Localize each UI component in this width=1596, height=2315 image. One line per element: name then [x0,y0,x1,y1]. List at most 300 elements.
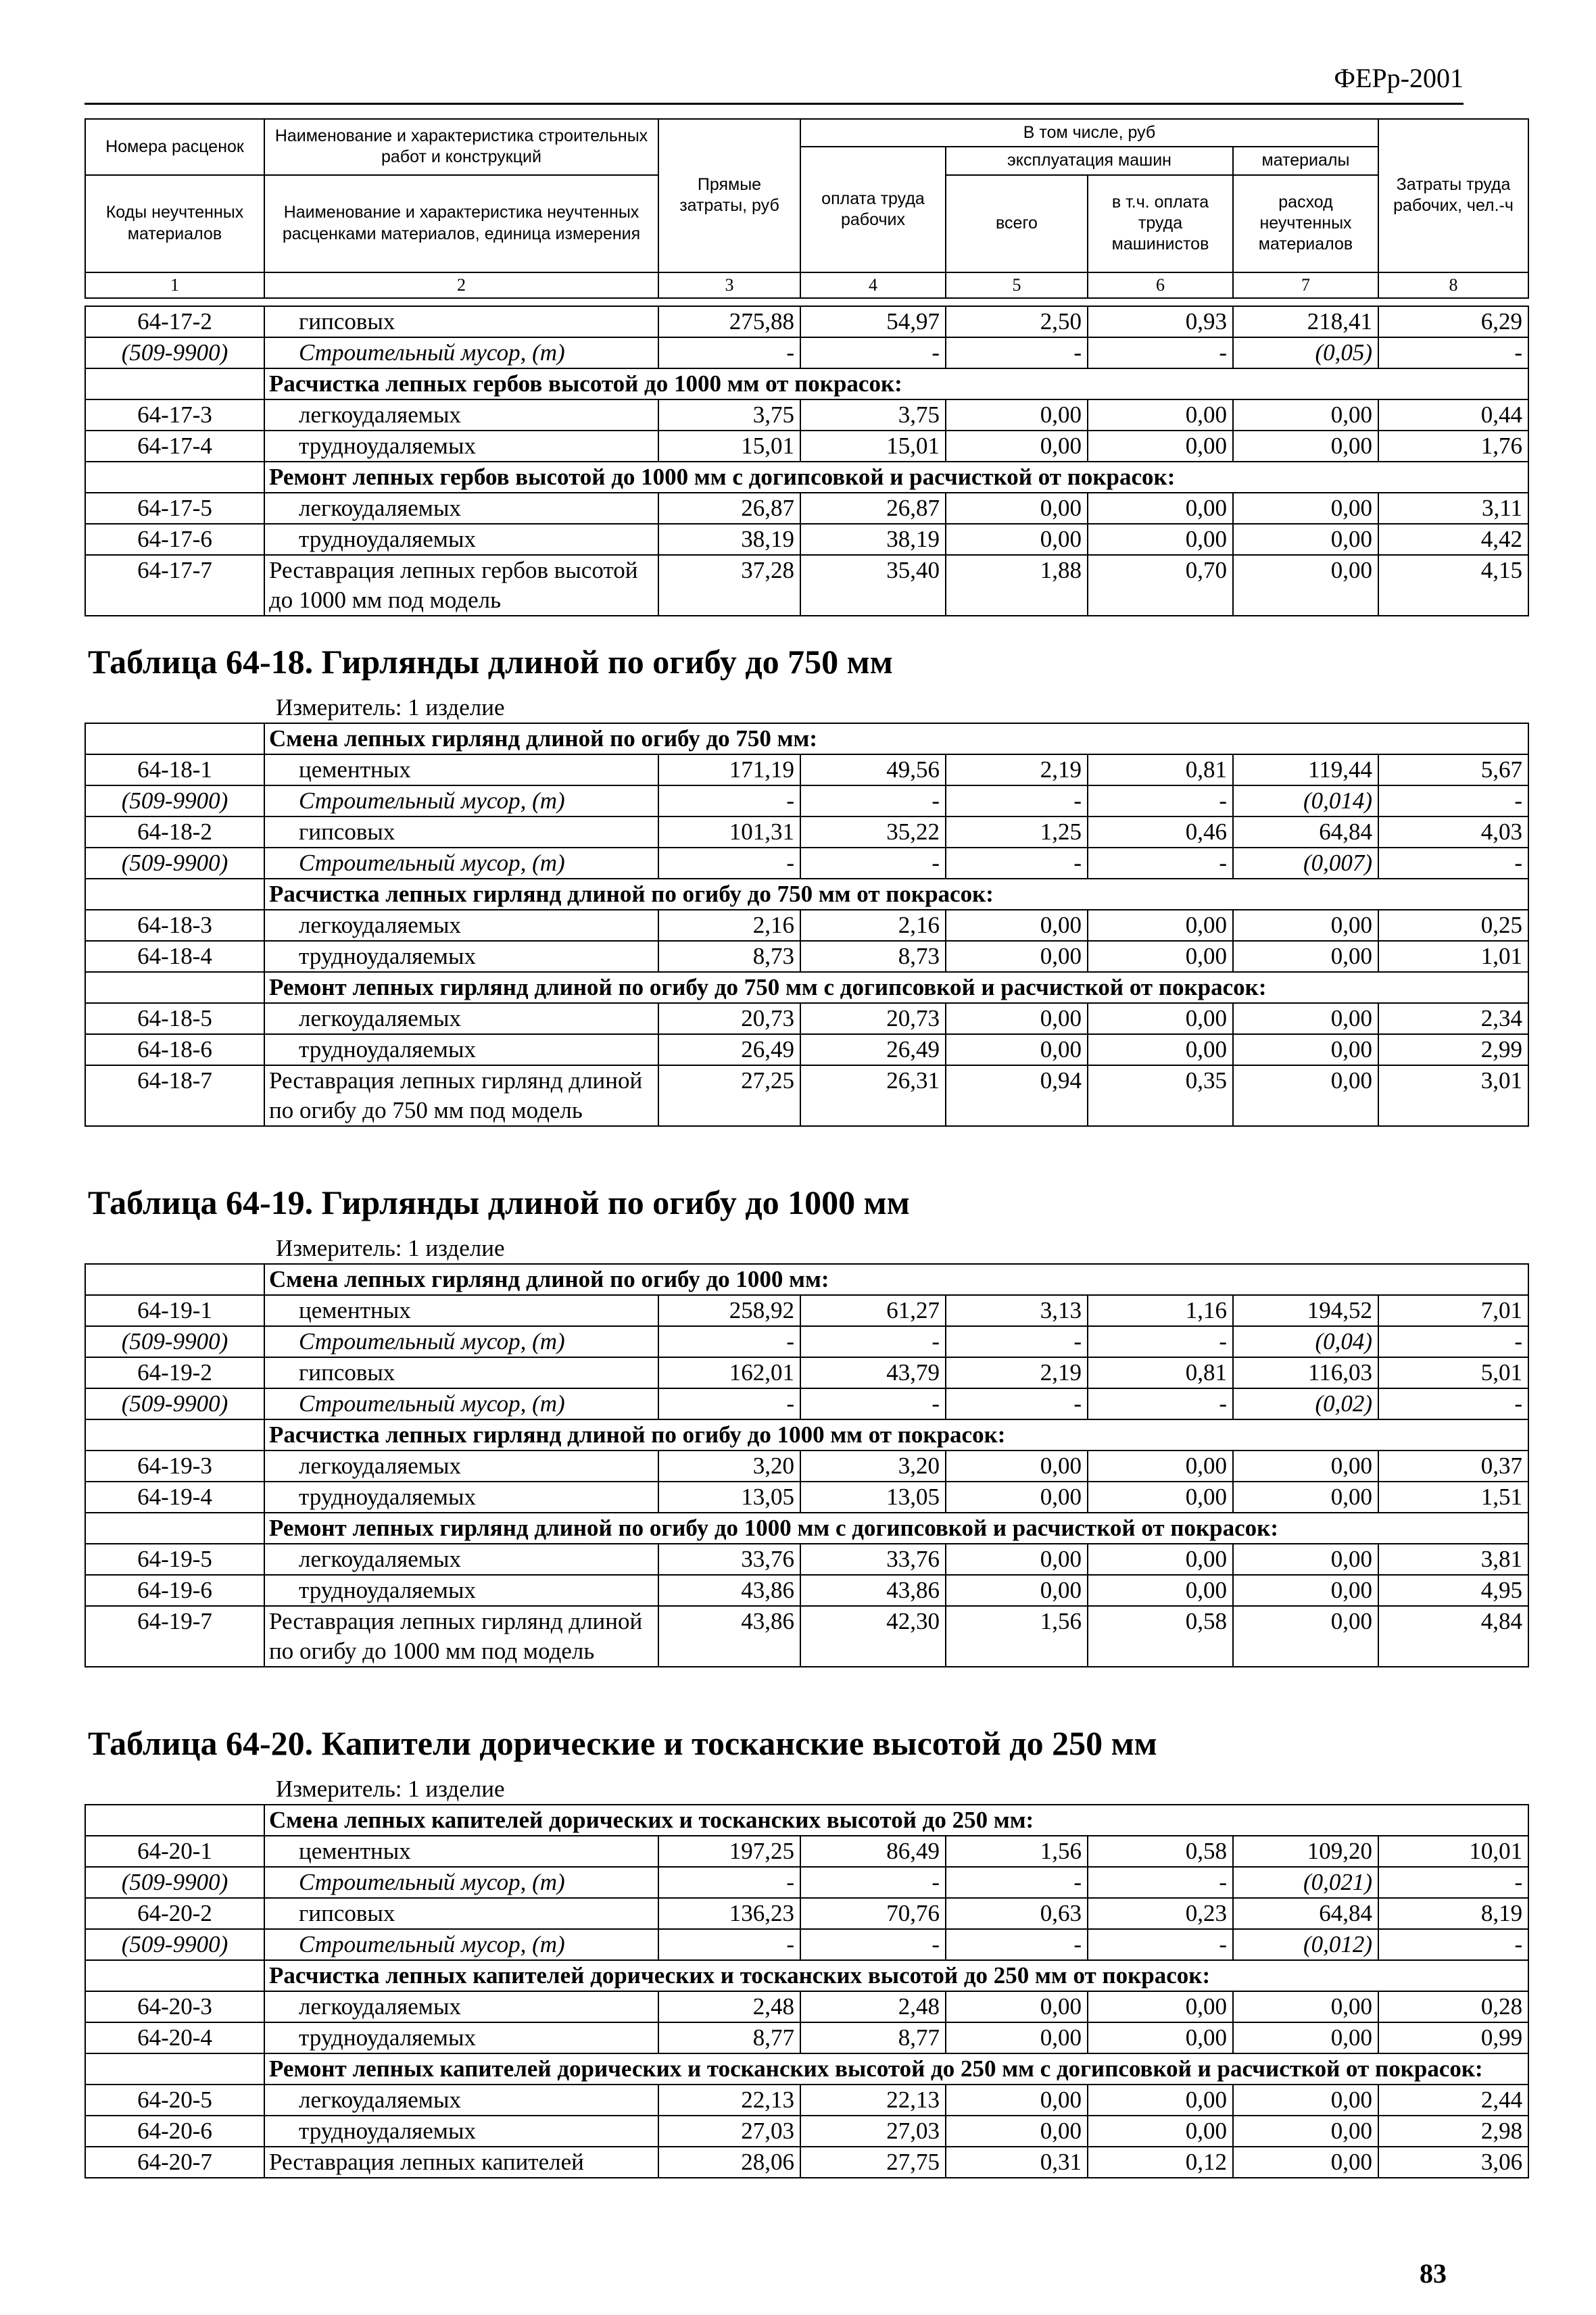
work-name: трудноудаляемых [264,1034,658,1065]
value-cell: 0,58 [1088,1836,1233,1867]
table-row [85,555,1528,616]
section-heading: Смена лепных гирлянд длиной по огибу до 1000 мм: [264,1264,1528,1295]
rate-code: 64-20-2 [85,1898,264,1929]
value-cell: 0,00 [946,1003,1088,1034]
section-heading: Смена лепных капителей дорических и тосканских высотой до 250 мм: [264,1805,1528,1836]
table-64-17 [84,306,1529,616]
value-cell: 194,52 [1233,1295,1378,1326]
work-name: цементных [264,754,658,785]
page-number: 83 [1420,2258,1447,2289]
value-cell: 13,05 [800,1482,946,1513]
value-cell: 0,00 [1088,1003,1233,1034]
table-row [85,2116,1528,2147]
value-cell: 27,03 [800,2116,946,2147]
value-cell: 15,01 [658,431,800,462]
value-cell: - [658,1326,800,1357]
work-name: гипсовых [264,817,658,848]
value-cell: 0,00 [946,2116,1088,2147]
value-cell: 1,01 [1378,941,1528,972]
value-cell: 13,05 [658,1482,800,1513]
value-cell: 43,79 [800,1357,946,1388]
value-cell: 1,16 [1088,1295,1233,1326]
value-cell: 4,03 [1378,817,1528,848]
value-cell: 0,00 [1233,493,1378,524]
rate-code: 64-19-6 [85,1575,264,1606]
value-cell: 109,20 [1233,1836,1378,1867]
value-cell: 2,50 [946,306,1088,337]
value-cell: 0,25 [1378,910,1528,941]
value-cell: 0,00 [1088,1034,1233,1065]
value-cell: 49,56 [800,754,946,785]
table-row [85,493,1528,524]
rate-code: 64-19-4 [85,1482,264,1513]
value-cell: - [1378,1929,1528,1960]
header-machines: эксплуатация машин [946,147,1233,174]
column-header-table [84,118,1529,299]
value-cell: 0,00 [1233,1991,1378,2022]
work-name: Строительный мусор, (т) [264,1929,658,1960]
table-row [85,2085,1528,2116]
value-cell: 27,03 [658,2116,800,2147]
value-cell: 5,01 [1378,1357,1528,1388]
value-cell: 64,84 [1233,1898,1378,1929]
rate-code: 64-18-3 [85,910,264,941]
rate-code: 64-17-4 [85,431,264,462]
value-cell: (0,007) [1233,848,1378,879]
section-row [85,723,1528,754]
value-cell: 0,00 [1088,1991,1233,2022]
value-cell: 0,00 [1088,2022,1233,2053]
table-64-19-title: Таблица 64-19. Гирлянды длиной по огибу до 1000 мм [88,1184,910,1221]
rate-code: (509-9900) [85,1929,264,1960]
value-cell: 0,00 [1233,2022,1378,2053]
value-cell: 43,86 [800,1575,946,1606]
table-row [85,2147,1528,2178]
section-row [85,462,1528,493]
value-cell: 0,00 [1088,1575,1233,1606]
table-row [85,1482,1528,1513]
value-cell: 4,84 [1378,1606,1528,1667]
header-col5: всего [946,175,1088,272]
value-cell: 0,00 [1088,431,1233,462]
value-cell: 0,70 [1088,555,1233,616]
value-cell: 0,00 [1233,2085,1378,2116]
value-cell: - [1378,785,1528,817]
value-cell: 35,22 [800,817,946,848]
value-cell: 3,13 [946,1295,1088,1326]
value-cell: - [1088,1867,1233,1898]
rate-code: 64-17-3 [85,399,264,431]
value-cell: 3,81 [1378,1544,1528,1575]
value-cell: 42,30 [800,1606,946,1667]
value-cell: 3,75 [800,399,946,431]
rate-code: 64-19-2 [85,1357,264,1388]
value-cell: (0,05) [1233,337,1378,368]
value-cell: - [946,1326,1088,1357]
table-64-18-title: Таблица 64-18. Гирлянды длиной по огибу до 750 мм [88,643,893,681]
value-cell: - [1378,1388,1528,1419]
value-cell: 0,23 [1088,1898,1233,1929]
value-cell: - [1088,785,1233,817]
table-row [85,1451,1528,1482]
value-cell: - [658,1867,800,1898]
value-cell: 2,98 [1378,2116,1528,2147]
table-row [85,1544,1528,1575]
header-col8: Затраты труда рабочих, чел.-ч [1378,119,1528,272]
value-cell: 0,00 [1088,941,1233,972]
section-row [85,368,1528,399]
value-cell: 2,99 [1378,1034,1528,1065]
work-name: трудноудаляемых [264,2022,658,2053]
value-cell: 7,01 [1378,1295,1528,1326]
value-cell: - [1378,848,1528,879]
value-cell: - [946,1388,1088,1419]
value-cell: (0,014) [1233,785,1378,817]
value-cell: - [946,1929,1088,1960]
value-cell: 1,76 [1378,431,1528,462]
value-cell: 0,81 [1088,1357,1233,1388]
col-num: 6 [1088,272,1233,299]
header-col3: Прямые затраты, руб [658,119,800,272]
table-row [85,399,1528,431]
table-row [85,1357,1528,1388]
value-cell: - [658,1929,800,1960]
rate-code: 64-18-2 [85,817,264,848]
page-header [84,62,1464,105]
value-cell: 2,19 [946,754,1088,785]
section-heading: Расчистка лепных капителей дорических и тосканских высотой до 250 мм от покрасок: [264,1960,1528,1991]
value-cell: - [800,1929,946,1960]
value-cell: 0,00 [1233,524,1378,555]
table-row [85,1388,1528,1419]
rate-code: 64-17-6 [85,524,264,555]
work-name: Строительный мусор, (т) [264,848,658,879]
value-cell: 0,00 [946,1991,1088,2022]
table-row [85,1295,1528,1326]
work-name: трудноудаляемых [264,941,658,972]
section-heading: Ремонт лепных гирлянд длиной по огибу до 750 мм с догипсовкой и расчисткой от покрасок: [264,972,1528,1003]
value-cell: - [800,1326,946,1357]
rate-code: 64-18-4 [85,941,264,972]
value-cell: 26,49 [800,1034,946,1065]
value-cell: 33,76 [800,1544,946,1575]
value-cell: 0,00 [946,431,1088,462]
value-cell: 26,31 [800,1065,946,1126]
work-name: Реставрация лепных капителей [264,2147,658,2178]
rate-code: 64-20-3 [85,1991,264,2022]
value-cell: 43,86 [658,1575,800,1606]
table-row [85,941,1528,972]
value-cell: - [946,1867,1088,1898]
document-code: ФЕРр-2001 [1334,63,1464,93]
value-cell: 8,77 [800,2022,946,2053]
rate-code: 64-19-3 [85,1451,264,1482]
work-name: трудноудаляемых [264,1482,658,1513]
rate-code: 64-17-7 [85,555,264,616]
value-cell: 54,97 [800,306,946,337]
rate-code: 64-18-5 [85,1003,264,1034]
value-cell: 0,00 [1088,1451,1233,1482]
value-cell: 0,00 [946,1575,1088,1606]
table-row [85,1836,1528,1867]
work-name: трудноудаляемых [264,524,658,555]
value-cell: 0,28 [1378,1991,1528,2022]
table-row [85,817,1528,848]
table-row [85,848,1528,879]
work-name: гипсовых [264,1357,658,1388]
value-cell: 0,00 [1088,2116,1233,2147]
rate-code: 64-20-1 [85,1836,264,1867]
work-name: легкоудаляемых [264,1544,658,1575]
value-cell: 0,46 [1088,817,1233,848]
work-name: легкоудаляемых [264,1451,658,1482]
value-cell: 0,00 [946,1544,1088,1575]
value-cell: 2,16 [800,910,946,941]
value-cell: 0,12 [1088,2147,1233,2178]
header-col1-top: Номера расценок [85,119,264,175]
table-row [85,2022,1528,2053]
work-name: Реставрация лепных гербов высотой до 1000 мм под модель [264,555,658,616]
value-cell: 0,00 [1088,524,1233,555]
value-cell: 0,00 [1233,399,1378,431]
value-cell: - [1088,1388,1233,1419]
value-cell: - [800,848,946,879]
work-name: Строительный мусор, (т) [264,1867,658,1898]
table-row [85,337,1528,368]
value-cell: 2,44 [1378,2085,1528,2116]
work-name: Строительный мусор, (т) [264,1326,658,1357]
section-row [85,1960,1528,1991]
value-cell: 0,99 [1378,2022,1528,2053]
value-cell: 0,00 [1233,1606,1378,1667]
value-cell: 0,00 [1233,910,1378,941]
header-materials: материалы [1233,147,1378,174]
rate-code: 64-20-6 [85,2116,264,2147]
value-cell: 258,92 [658,1295,800,1326]
value-cell: 136,23 [658,1898,800,1929]
table-row [85,1898,1528,1929]
value-cell: 0,00 [946,910,1088,941]
col-num: 5 [946,272,1088,299]
table-64-20 [84,1774,1529,2178]
value-cell: 0,94 [946,1065,1088,1126]
rate-code: 64-20-5 [85,2085,264,2116]
value-cell: - [800,1388,946,1419]
section-row [85,879,1528,910]
value-cell: - [1378,1867,1528,1898]
section-row [85,1805,1528,1836]
value-cell: 218,41 [1233,306,1378,337]
work-name: легкоудаляемых [264,493,658,524]
value-cell: 8,73 [800,941,946,972]
value-cell: 0,00 [1088,399,1233,431]
value-cell: 0,00 [1233,1575,1378,1606]
value-cell: - [1088,1326,1233,1357]
unit-measure: Измеритель: 1 изделие [276,1235,505,1261]
value-cell: 3,20 [658,1451,800,1482]
work-name: легкоудаляемых [264,399,658,431]
section-row [85,2053,1528,2085]
value-cell: - [946,337,1088,368]
work-name: гипсовых [264,306,658,337]
col-num: 4 [800,272,946,299]
value-cell: 0,31 [946,2147,1088,2178]
table-row [85,1065,1528,1126]
header-col2-top: Наименование и характеристика строительных работ и конструкций [264,119,658,175]
value-cell: 0,00 [946,1034,1088,1065]
work-name: Строительный мусор, (т) [264,785,658,817]
table-row [85,1991,1528,2022]
value-cell: 0,35 [1088,1065,1233,1126]
value-cell: 2,48 [658,1991,800,2022]
value-cell: 0,00 [1233,431,1378,462]
value-cell: 116,03 [1233,1357,1378,1388]
value-cell: (0,021) [1233,1867,1378,1898]
table-row [85,1575,1528,1606]
value-cell: 1,56 [946,1606,1088,1667]
value-cell: 26,87 [658,493,800,524]
value-cell: 0,00 [1088,2085,1233,2116]
value-cell: 5,67 [1378,754,1528,785]
col-num: 2 [264,272,658,299]
value-cell: 27,75 [800,2147,946,2178]
value-cell: - [658,848,800,879]
value-cell: 0,00 [946,2022,1088,2053]
value-cell: 0,00 [946,493,1088,524]
work-name: Строительный мусор, (т) [264,337,658,368]
value-cell: 3,01 [1378,1065,1528,1126]
value-cell: 197,25 [658,1836,800,1867]
value-cell: 64,84 [1233,817,1378,848]
rate-code: 64-17-2 [85,306,264,337]
value-cell: - [658,337,800,368]
rate-code: (509-9900) [85,1388,264,1419]
value-cell: - [658,1388,800,1419]
work-name: трудноудаляемых [264,431,658,462]
value-cell: 3,20 [800,1451,946,1482]
value-cell: - [1378,1326,1528,1357]
value-cell: (0,04) [1233,1326,1378,1357]
unit-measure: Измеритель: 1 изделие [276,1776,505,1802]
value-cell: 0,63 [946,1898,1088,1929]
header-col4: оплата труда рабочих [800,147,946,272]
work-name: легкоудаляемых [264,1003,658,1034]
col-num: 1 [85,272,264,299]
rate-code: (509-9900) [85,848,264,879]
value-cell: 26,87 [800,493,946,524]
unit-measure: Измеритель: 1 изделие [276,694,505,721]
value-cell: 2,19 [946,1357,1088,1388]
value-cell: 0,00 [1233,1065,1378,1126]
section-heading: Ремонт лепных капителей дорических и тосканских высотой до 250 мм с догипсовкой и расчисткой от покрасок: [264,2053,1528,2085]
value-cell: 8,77 [658,2022,800,2053]
value-cell: 0,00 [1233,555,1378,616]
work-name: цементных [264,1836,658,1867]
value-cell: 1,88 [946,555,1088,616]
table-row [85,1003,1528,1034]
value-cell: 26,49 [658,1034,800,1065]
value-cell: 27,25 [658,1065,800,1126]
value-cell: 15,01 [800,431,946,462]
value-cell: 275,88 [658,306,800,337]
value-cell: 35,40 [800,555,946,616]
value-cell: 4,95 [1378,1575,1528,1606]
value-cell: 20,73 [800,1003,946,1034]
section-heading: Расчистка лепных гирлянд длиной по огибу до 1000 мм от покрасок: [264,1419,1528,1451]
rate-code: 64-18-6 [85,1034,264,1065]
section-row [85,1264,1528,1295]
value-cell: (0,02) [1233,1388,1378,1419]
value-cell: 0,00 [946,1451,1088,1482]
work-name: легкоудаляемых [264,2085,658,2116]
work-name: трудноудаляемых [264,1575,658,1606]
value-cell: 10,01 [1378,1836,1528,1867]
header-col7: расход неучтенных материалов [1233,175,1378,272]
rate-code: 64-19-5 [85,1544,264,1575]
value-cell: 0,00 [946,1482,1088,1513]
value-cell: - [1088,848,1233,879]
work-name: трудноудаляемых [264,2116,658,2147]
work-name: легкоудаляемых [264,1991,658,2022]
value-cell: 0,37 [1378,1451,1528,1482]
rate-code: 64-20-4 [85,2022,264,2053]
value-cell: 38,19 [658,524,800,555]
value-cell: - [1088,1929,1233,1960]
value-cell: 0,00 [1233,2147,1378,2178]
table-row [85,785,1528,817]
value-cell: 1,51 [1378,1482,1528,1513]
value-cell: 1,25 [946,817,1088,848]
value-cell: 0,00 [946,941,1088,972]
value-cell: 2,16 [658,910,800,941]
value-cell: 86,49 [800,1836,946,1867]
value-cell: - [1378,337,1528,368]
value-cell: - [800,337,946,368]
value-cell: - [800,1867,946,1898]
table-row [85,1326,1528,1357]
header-col6: в т.ч. оплата труда машинистов [1088,175,1233,272]
rate-code: (509-9900) [85,1326,264,1357]
table-row [85,1606,1528,1667]
table-row [85,754,1528,785]
rate-code: (509-9900) [85,1867,264,1898]
value-cell: 0,00 [1088,1482,1233,1513]
value-cell: 0,00 [1233,941,1378,972]
value-cell: 0,00 [1233,1003,1378,1034]
section-row [85,1513,1528,1544]
table-64-18 [84,693,1529,1127]
value-cell: 28,06 [658,2147,800,2178]
value-cell: 38,19 [800,524,946,555]
value-cell: 4,42 [1378,524,1528,555]
section-heading: Ремонт лепных гирлянд длиной по огибу до 1000 мм с догипсовкой и расчисткой от покрасок: [264,1513,1528,1544]
value-cell: 101,31 [658,817,800,848]
value-cell: 43,86 [658,1606,800,1667]
section-heading: Расчистка лепных гербов высотой до 1000 мм от покрасок: [264,368,1528,399]
work-name: легкоудаляемых [264,910,658,941]
value-cell: 0,00 [946,2085,1088,2116]
rate-code: 64-19-7 [85,1606,264,1667]
value-cell: 3,75 [658,399,800,431]
value-cell: - [946,785,1088,817]
value-cell: 8,73 [658,941,800,972]
value-cell: 20,73 [658,1003,800,1034]
rate-code: 64-17-5 [85,493,264,524]
value-cell: - [1088,337,1233,368]
rate-code: 64-18-7 [85,1065,264,1126]
value-cell: 162,01 [658,1357,800,1388]
value-cell: 33,76 [658,1544,800,1575]
